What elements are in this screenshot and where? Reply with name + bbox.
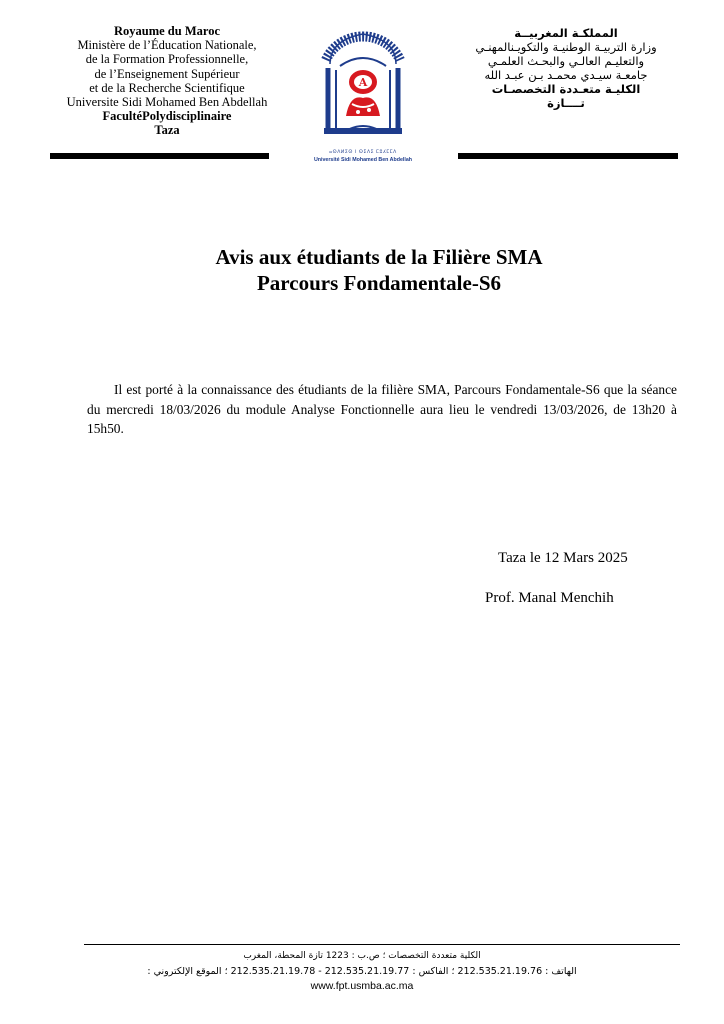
header-left-kingdom: Royaume du Maroc	[113, 24, 220, 38]
header-right-kingdom: المملكـة المغربيــة	[514, 26, 618, 40]
header-left-ministry: Ministère de l’Éducation Nationale,	[77, 38, 257, 53]
footer-contact: الهاتف : 212.535.21.19.76 ؛ الفاكس : 212.535.21.19.77 - 212.535.21.19.78 ؛ الموقع الإلكتروني :	[147, 966, 577, 977]
notice-signature: Prof. Manal Menchih	[485, 590, 614, 606]
notice-title-line2: Parcours Fondamentale-S6	[256, 271, 501, 295]
university-logo	[316, 20, 410, 162]
svg-text:A: A	[358, 76, 368, 89]
header-right-rule	[458, 153, 678, 159]
header-left-rule	[50, 153, 269, 159]
header-right-higher-education: والتعليـم العالـي والبحـث العلمـي	[487, 54, 645, 68]
header-left-university: Universite Sidi Mohamed Ben Abdellah	[66, 95, 268, 110]
notice-body	[87, 380, 677, 439]
logo-caption: Université Sidi Mohamed Ben Abdellah	[313, 157, 413, 163]
header-right-ministry: وزارة التربيـة الوطنيـة والتكويـنالمهنـي	[475, 40, 657, 54]
header-right-faculty: الكليـة متعـددة التخصصـات	[491, 82, 641, 96]
header-right-city: تــــازة	[547, 96, 585, 110]
header-left-faculty: FacultéPolydisciplinaire	[102, 109, 232, 124]
notice-title	[0, 244, 724, 296]
header-left-research: et de la Recherche Scientifique	[89, 80, 245, 95]
header-right-institution-arabic	[456, 26, 676, 110]
header-left-higher-education: de l’Enseignement Supérieur	[94, 66, 240, 81]
notice-date: Taza le 12 Mars 2025	[498, 550, 628, 566]
university-emblem-icon	[316, 20, 410, 150]
footer-rule	[84, 944, 680, 945]
header-left-formation: de la Formation Professionnelle,	[85, 52, 249, 67]
header-left-city: Taza	[154, 123, 180, 138]
header-left-institution	[44, 24, 290, 138]
logo-tifinagh-caption: ⴰⵙⴷⵍⵉⵙ ⵏ ⵙⵉⴷⵉ ⵎⵓⵃⵎⵎⴷ	[329, 150, 397, 155]
header-right-university: جامعـة سيـدي محمـد بـن عبـد الله	[484, 68, 648, 82]
notice-paragraph: Il est porté à la connaissance des étudiants de la filière SMA, Parcours Fondamentale-S6 que la séance du mercredi 18/03/2026 du module Analyse Fonctionnelle aura lieu le vendredi 13/03/2026, de 13h20 à 15h50.	[87, 382, 677, 436]
footer-website: www.fpt.usmba.ac.ma	[310, 980, 414, 992]
footer-address: الكلية متعددة التخصصات ؛ ص.ب : 1223 تازة المحطة، المغرب	[243, 951, 481, 961]
notice-title-line1: Avis aux étudiants de la Filière SMA	[215, 245, 543, 269]
